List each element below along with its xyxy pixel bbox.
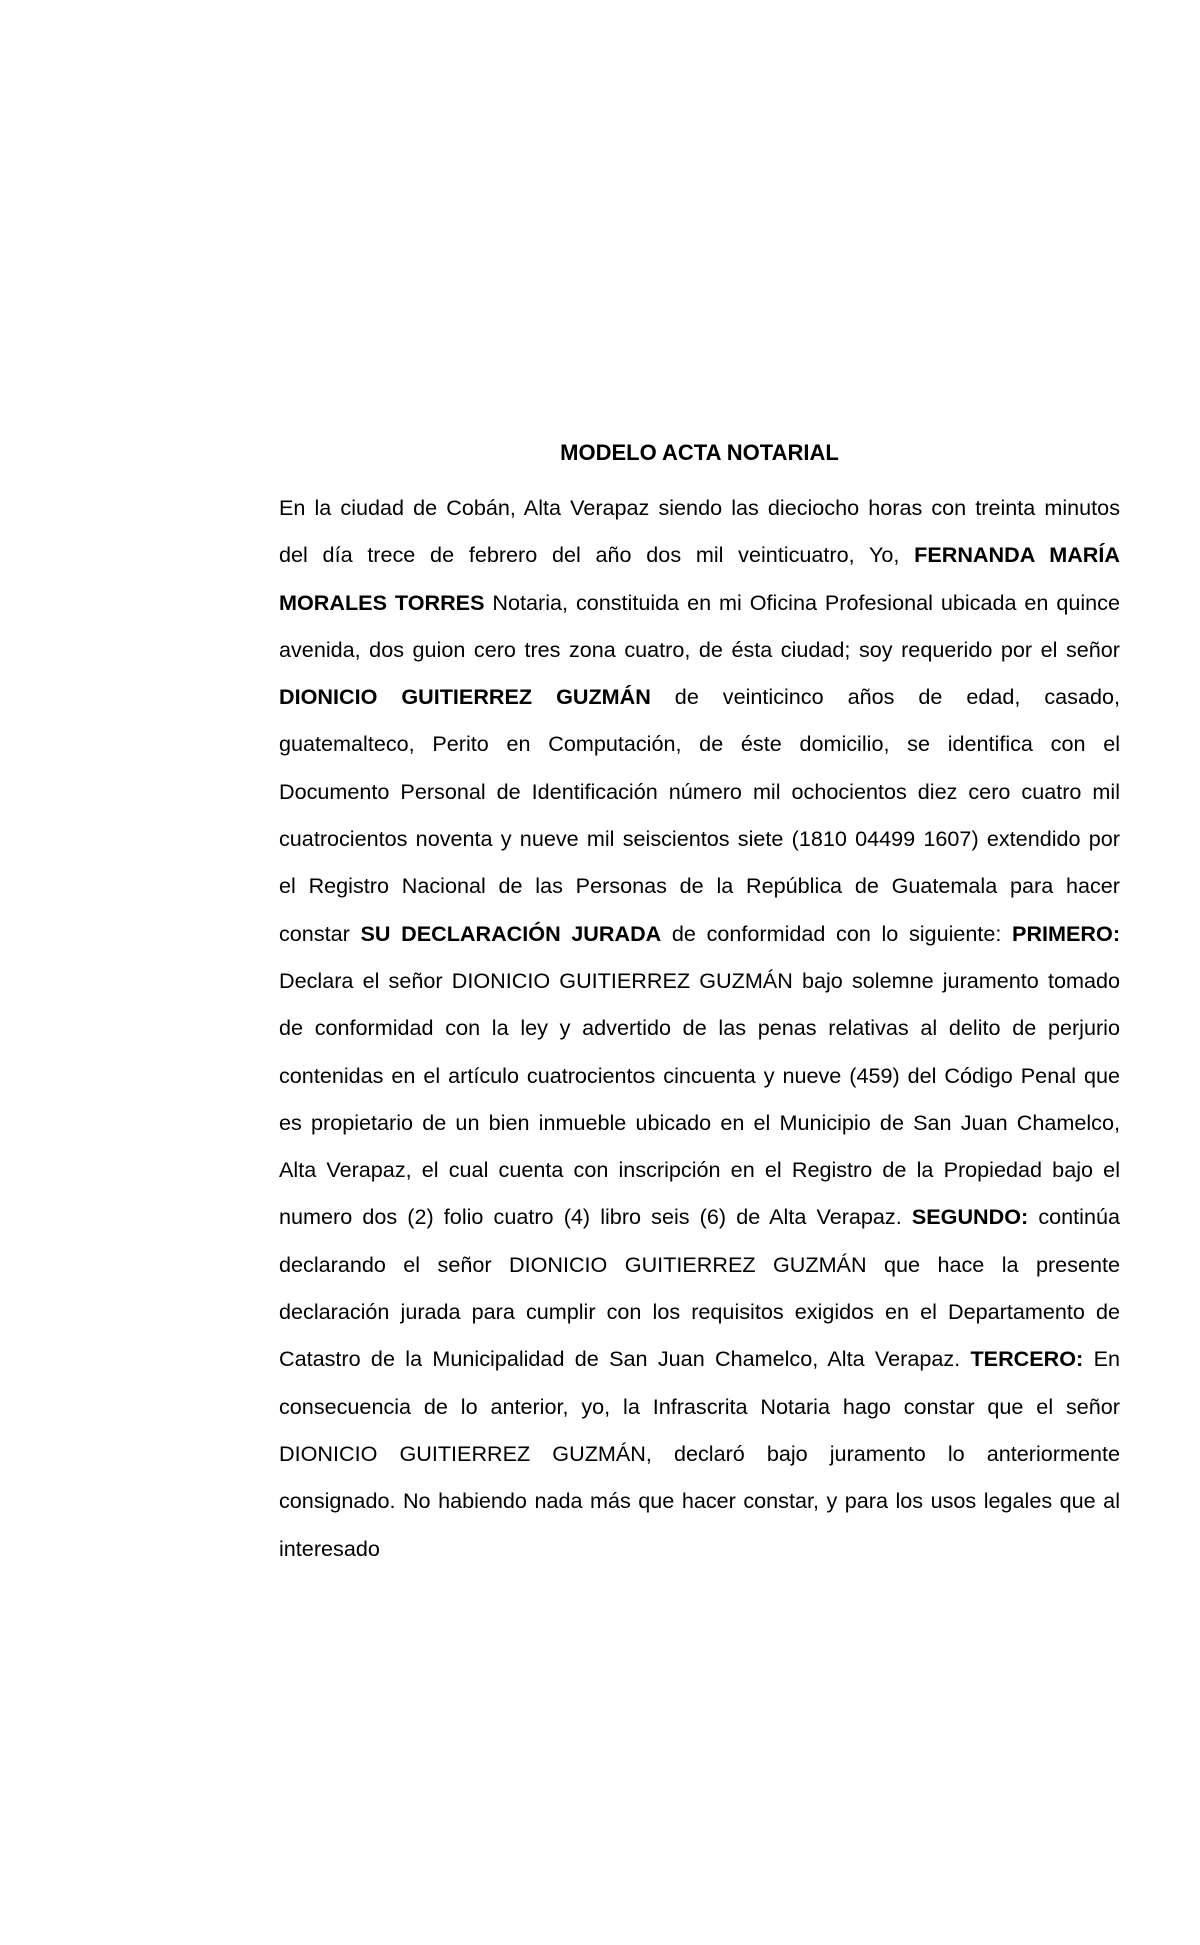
notary-name: FERNANDA MARÍA MORALES TORRES xyxy=(279,542,1120,615)
clause-tercero-text: En consecuencia de lo anterior, yo, la Infrascrita Notaria hago constar que el señor DIONICIO GUITIERREZ GUZMÁN, declaró bajo juramento lo anteriormente consignado. No habiendo nada más que hacer constar, y para los usos legales que al interesado xyxy=(279,1346,1121,1561)
body-segment: En la ciudad de Cobán, Alta Verapaz siendo las dieciocho horas con treinta minutos del día trece de febrero del año dos mil veinticuatro, Yo, xyxy=(279,495,1120,568)
body-segment: de conformidad con lo siguiente: xyxy=(661,920,1013,946)
clause-primero-label: PRIMERO: xyxy=(1012,920,1121,946)
declaration-heading: SU DECLARACIÓN JURADA xyxy=(360,920,662,946)
document-title: MODELO ACTA NOTARIAL xyxy=(560,440,839,465)
clause-segundo-text: continúa declarando el señor DIONICIO GUITIERREZ GUZMÁN que hace la presente declaración jurada para cumplir con los requisitos exigidos en el Departamento de Catastro de la Municipalidad de San Juan Chamelco, Alta Verapaz. xyxy=(279,1204,1121,1372)
body-segment: Notaria, constituida en mi Oficina Profesional ubicada en quince avenida, dos guion cero tres zona cuatro, de ésta ciudad; soy requerido por el señor xyxy=(279,589,1120,662)
clause-primero-text: Declara el señor DIONICIO GUITIERREZ GUZMÁN bajo solemne juramento tomado de conformidad con la ley y advertido de las penas relativas al delito de perjurio contenidas en el artículo cuatrocientos cincuenta y nueve (459) del Código Penal que es propietario de un bien inmueble ubicado en el Municipio de San Juan Chamelco, Alta Verapaz, el cual cuenta con inscripción en el Registro de la Propiedad bajo el numero dos (2) folio cuatro (4) libro seis (6) de Alta Verapaz. xyxy=(279,967,1120,1230)
declarant-name: DIONICIO GUITIERREZ GUZMÁN xyxy=(279,684,651,710)
body-segment: de veinticinco años de edad, casado, guatemalteco, Perito en Computación, de éste domicilio, se identifica con el Documento Personal de Identificación número mil ochocientos diez cero cuatro mil cuatrocientos noventa y nueve mil seiscientos siete (1810 04499 1607) extendido por el Registro Nacional de las Personas de la República de Guatemala para hacer constar xyxy=(279,684,1120,946)
document-body xyxy=(279,484,1120,1572)
clause-tercero-label: TERCERO: xyxy=(970,1346,1084,1372)
clause-segundo-label: SEGUNDO: xyxy=(911,1204,1029,1230)
